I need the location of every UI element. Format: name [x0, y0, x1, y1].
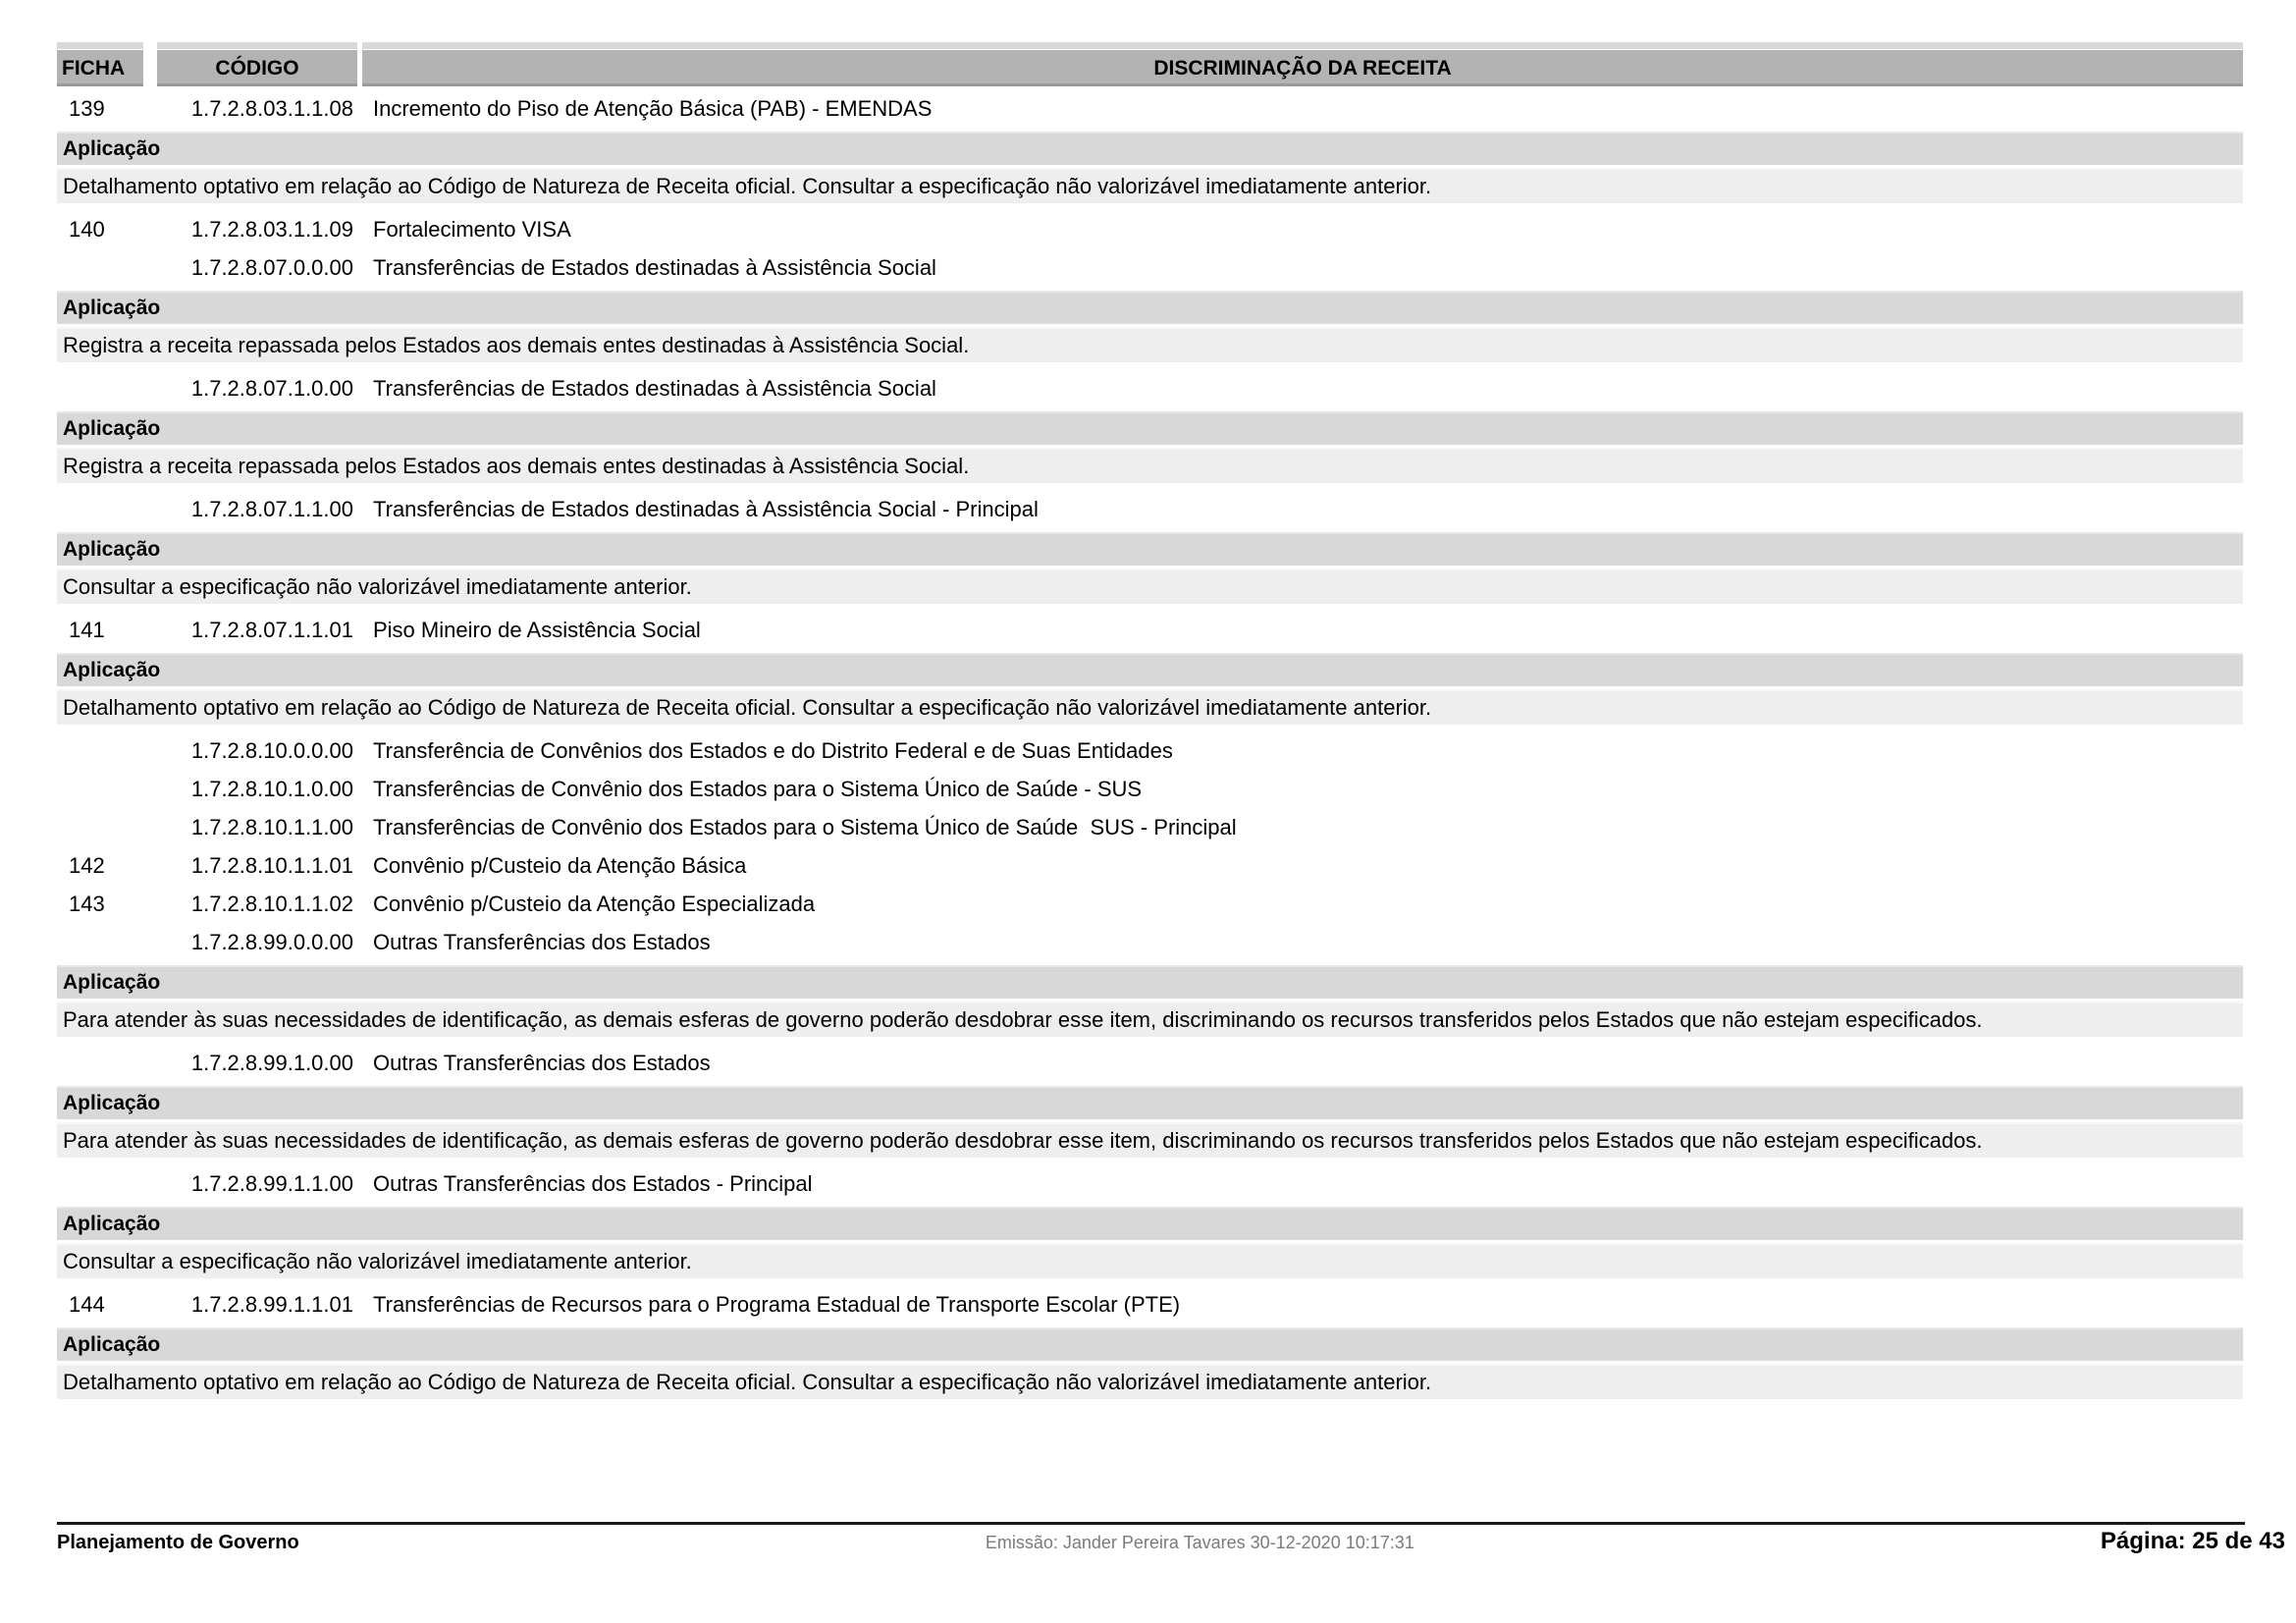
discriminacao-cell: Transferências de Recursos para o Programa Estadual de Transporte Escolar (PTE) [373, 1292, 1181, 1317]
aplicacao-section-header: Aplicação [57, 965, 2243, 999]
receita-row [57, 372, 2243, 406]
discriminacao-cell: Outras Transferências dos Estados [373, 1051, 711, 1075]
aplicacao-note: Detalhamento optativo em relação ao Código de Natureza de Receita oficial. Consultar a especificação não valorizável imediatamente anterior. [57, 1364, 2243, 1399]
ficha-cell: 144 [69, 1292, 105, 1317]
receita-row [57, 614, 2243, 647]
aplicacao-note: Detalhamento optativo em relação ao Código de Natureza de Receita oficial. Consultar a especificação não valorizável imediatamente anterior. [57, 689, 2243, 725]
receita-row [57, 888, 2243, 921]
codigo-cell: 1.7.2.8.03.1.1.09 [190, 217, 353, 242]
receita-row [57, 251, 2243, 285]
receita-row [57, 734, 2243, 768]
aplicacao-note: Para atender às suas necessidades de identificação, as demais esferas de governo poderão desdobrar esse item, discriminando os recursos transferidos pelos Estados que não estejam especificados. [57, 1122, 2243, 1158]
discriminacao-cell: Fortalecimento VISA [373, 217, 571, 242]
aplicacao-section-header: Aplicação [57, 653, 2243, 686]
codigo-cell: 1.7.2.8.07.1.1.00 [190, 497, 353, 521]
aplicacao-note: Consultar a especificação não valorizável imediatamente anterior. [57, 568, 2243, 604]
aplicacao-section-header: Aplicação [57, 291, 2243, 324]
receita-row [57, 92, 2243, 126]
aplicacao-section-header: Aplicação [57, 411, 2243, 445]
footer [57, 1528, 2285, 1555]
ficha-cell: 141 [69, 618, 105, 642]
codigo-cell: 1.7.2.8.99.1.0.00 [190, 1051, 353, 1075]
footer-divider [57, 1522, 2245, 1525]
aplicacao-note: Consultar a especificação não valorizável imediatamente anterior. [57, 1243, 2243, 1278]
discriminacao-cell: Convênio p/Custeio da Atenção Especializada [373, 892, 816, 916]
discriminacao-cell: Incremento do Piso de Atenção Básica (PAB) - EMENDAS [373, 96, 933, 121]
ficha-cell: 143 [69, 892, 105, 916]
discriminacao-cell: Transferências de Convênio dos Estados para o Sistema Único de Saúde - SUS [373, 777, 1143, 801]
footer-system-name: Planejamento de Governo [57, 1532, 299, 1553]
receita-table [57, 42, 2243, 1399]
codigo-cell: 1.7.2.8.10.1.1.02 [190, 892, 353, 916]
table-header-row [57, 50, 2243, 86]
column-header-ficha: FICHA [57, 50, 143, 86]
ficha-cell: 142 [69, 853, 105, 878]
discriminacao-cell: Transferência de Convênios dos Estados e do Distrito Federal e de Suas Entidades [373, 738, 1173, 763]
footer-emission-info: Emissão: Jander Pereira Tavares 30-12-2020 10:17:31 [985, 1533, 1415, 1552]
ficha-cell: 139 [69, 96, 105, 121]
aplicacao-note: Registra a receita repassada pelos Estados aos demais entes destinadas à Assistência Social. [57, 327, 2243, 362]
discriminacao-cell: Piso Mineiro de Assistência Social [373, 618, 701, 642]
table-body [57, 92, 2243, 1399]
receita-row [57, 1047, 2243, 1080]
codigo-cell: 1.7.2.8.10.1.1.01 [190, 853, 353, 878]
table-top-edge [57, 42, 2243, 49]
edge-strip-ficha [57, 42, 143, 49]
codigo-cell: 1.7.2.8.99.1.1.01 [190, 1292, 353, 1317]
receita-row [57, 493, 2243, 526]
discriminacao-cell: Transferências de Estados destinadas à Assistência Social - Principal [373, 497, 1039, 521]
codigo-cell: 1.7.2.8.07.0.0.00 [190, 255, 353, 280]
codigo-cell: 1.7.2.8.10.1.1.00 [190, 815, 353, 839]
codigo-cell: 1.7.2.8.07.1.1.01 [190, 618, 353, 642]
codigo-cell: 1.7.2.8.10.0.0.00 [190, 738, 353, 763]
aplicacao-note: Para atender às suas necessidades de identificação, as demais esferas de governo poderão desdobrar esse item, discriminando os recursos transferidos pelos Estados que não estejam especificados. [57, 1001, 2243, 1037]
receita-row [57, 213, 2243, 246]
edge-strip-discriminacao [362, 42, 2243, 49]
codigo-cell: 1.7.2.8.99.0.0.00 [190, 930, 353, 954]
codigo-cell: 1.7.2.8.99.1.1.00 [190, 1171, 353, 1196]
aplicacao-note: Detalhamento optativo em relação ao Código de Natureza de Receita oficial. Consultar a especificação não valorizável imediatamente anterior. [57, 168, 2243, 203]
column-header-codigo: CÓDIGO [157, 50, 357, 86]
aplicacao-section-header: Aplicação [57, 532, 2243, 566]
codigo-cell: 1.7.2.8.07.1.0.00 [190, 376, 353, 401]
discriminacao-cell: Transferências de Estados destinadas à Assistência Social [373, 376, 936, 401]
receita-row [57, 926, 2243, 959]
discriminacao-cell: Outras Transferências dos Estados - Principal [373, 1171, 813, 1196]
receita-row [57, 773, 2243, 806]
edge-strip-codigo [157, 42, 357, 49]
ficha-cell: 140 [69, 217, 105, 242]
footer-page-number: Página: 25 de 43 [2100, 1528, 2285, 1554]
discriminacao-cell: Outras Transferências dos Estados [373, 930, 711, 954]
column-header-discriminacao: DISCRIMINAÇÃO DA RECEITA [362, 50, 2243, 86]
receita-row [57, 811, 2243, 844]
codigo-cell: 1.7.2.8.03.1.1.08 [190, 96, 353, 121]
aplicacao-section-header: Aplicação [57, 1207, 2243, 1240]
discriminacao-cell: Transferências de Estados destinadas à Assistência Social [373, 255, 936, 280]
discriminacao-cell: Transferências de Convênio dos Estados para o Sistema Único de Saúde SUS - Principal [373, 815, 1237, 839]
aplicacao-note: Registra a receita repassada pelos Estados aos demais entes destinadas à Assistência Social. [57, 448, 2243, 483]
discriminacao-cell: Convênio p/Custeio da Atenção Básica [373, 853, 747, 878]
codigo-cell: 1.7.2.8.10.1.0.00 [190, 777, 353, 801]
aplicacao-section-header: Aplicação [57, 1327, 2243, 1361]
aplicacao-section-header: Aplicação [57, 1086, 2243, 1119]
receita-row [57, 1288, 2243, 1322]
receita-row [57, 1167, 2243, 1201]
receita-row [57, 849, 2243, 883]
aplicacao-section-header: Aplicação [57, 132, 2243, 165]
